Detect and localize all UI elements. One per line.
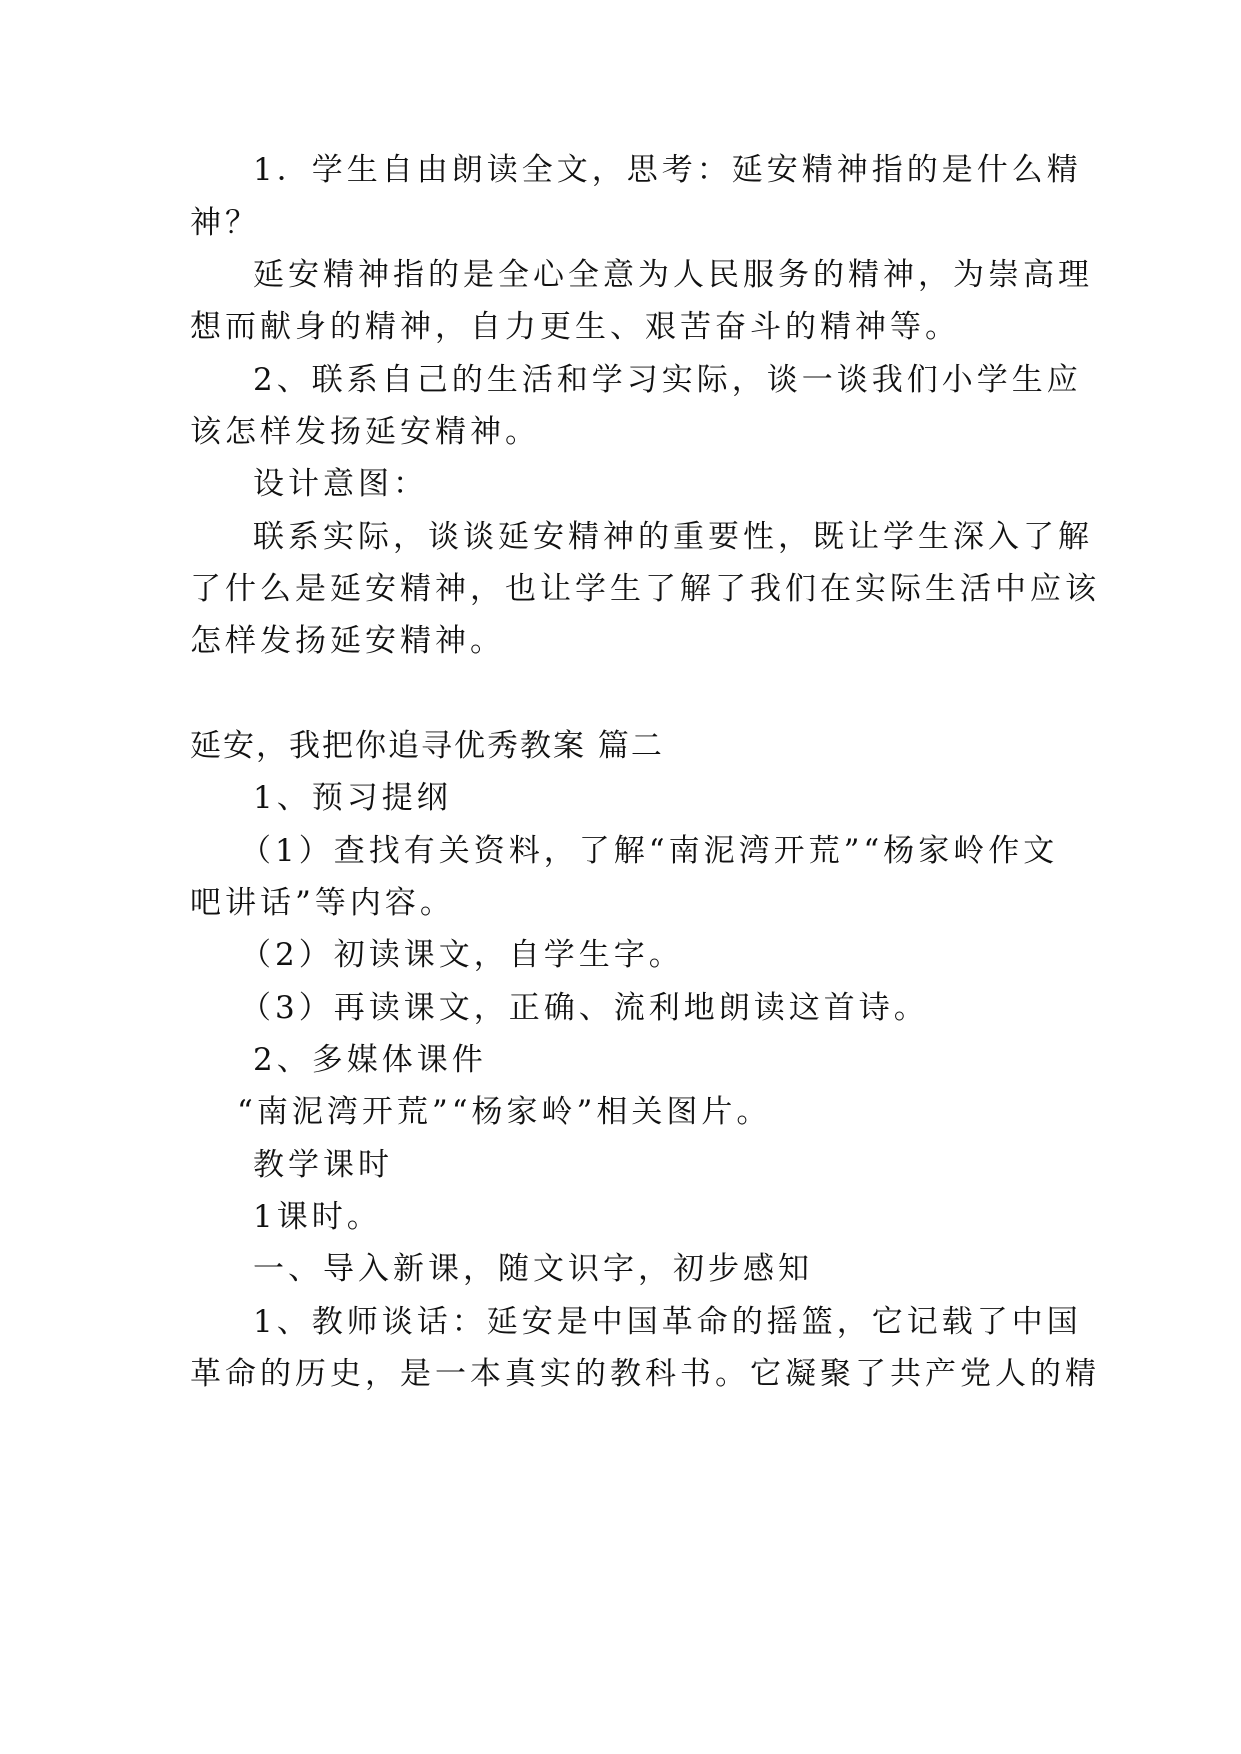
- paragraph-line: （1）查找有关资料，了解“南泥湾开荒”“杨家岭作文: [240, 833, 1059, 869]
- paragraph-line: 想而献身的精神，自力更生、艰苦奋斗的精神等。: [190, 309, 960, 345]
- section-heading: 延安，我把你追寻优秀教案 篇二: [190, 728, 664, 764]
- paragraph-line: （2）初读课文，自学生字。: [240, 937, 684, 973]
- paragraph-line: 1．学生自由朗读全文，思考：延安精神指的是什么精: [253, 152, 1082, 188]
- paragraph-line: 怎样发扬延安精神。: [190, 623, 505, 659]
- paragraph-line: 联系实际，谈谈延安精神的重要性，既让学生深入了解: [253, 519, 1093, 555]
- paragraph-line: 2、多媒体课件: [253, 1042, 487, 1078]
- paragraph-line: 神？: [190, 205, 260, 241]
- paragraph-line: 吧讲话”等内容。: [190, 885, 455, 921]
- paragraph-line: 了什么是延安精神，也让学生了解了我们在实际生活中应该: [190, 571, 1100, 607]
- paragraph-line: （3）再读课文，正确、流利地朗读这首诗。: [240, 990, 929, 1026]
- paragraph-line: 延安精神指的是全心全意为人民服务的精神，为崇高理: [253, 257, 1093, 293]
- paragraph-line: 1、教师谈话：延安是中国革命的摇篮，它记载了中国: [253, 1304, 1082, 1340]
- paragraph-line: 一、导入新课，随文识字，初步感知: [253, 1251, 813, 1287]
- paragraph-line: 设计意图：: [253, 466, 428, 502]
- paragraph-line: “南泥湾开荒”“杨家岭”相关图片。: [237, 1094, 772, 1130]
- paragraph-line: 革命的历史，是一本真实的教科书。它凝聚了共产党人的精: [190, 1356, 1100, 1392]
- paragraph-line: 该怎样发扬延安精神。: [190, 414, 540, 450]
- paragraph-line: 教学课时: [253, 1147, 393, 1183]
- paragraph-line: 1、预习提纲: [253, 780, 452, 816]
- paragraph-line: 1课时。: [253, 1199, 382, 1235]
- paragraph-line: 2、联系自己的生活和学习实际，谈一谈我们小学生应: [253, 362, 1082, 398]
